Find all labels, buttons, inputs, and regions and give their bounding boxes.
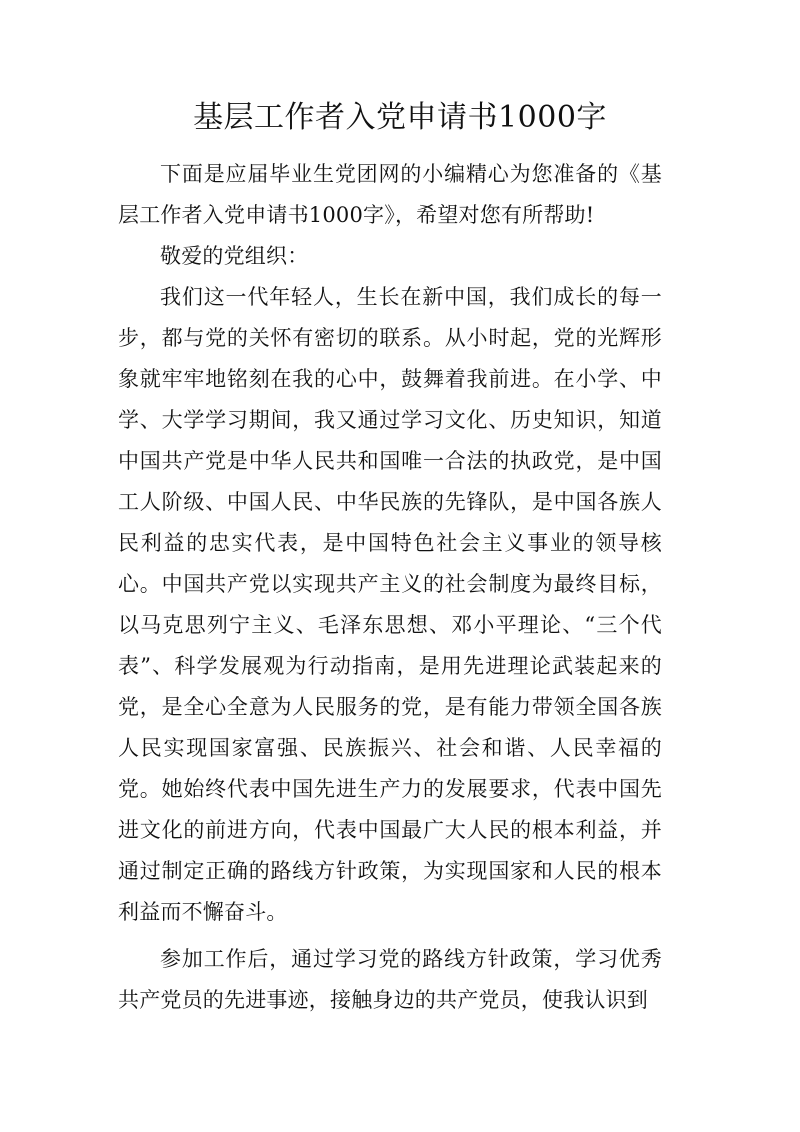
intro-paragraph: 下面是应届毕业生党团网的小编精心为您准备的《基层工作者入党申请书1000字》，希望对您有所帮助! — [118, 162, 662, 227]
work-paragraph: 参加工作后，通过学习党的路线方针政策，学习优秀共产党员的先进事迹，接触身边的共产党员，使我认识到 — [118, 947, 662, 1012]
main-paragraph: 我们这一代年轻人，生长在新中国，我们成长的每一步，都与党的关怀有密切的联系。从小时起，党的光辉形象就牢牢地铭刻在我的心中，鼓舞着我前进。在小学、中学、大学学习期间，我又通过学习文化、历史知识，知道中国共产党是中华人民共和国唯一合法的执政党，是中国工人阶级、中国人民、中华民族的先锋队，是中国各族人民利益的忠实代表，是中国特色社会主义事业的领导核心。中国共产党以实现共产主义的社会制度为最终目标，以马克思列宁主义、毛泽东思想、邓小平理论、“三个代表”、科学发展观为行动指南，是用先进理论武装起来的党，是全心全意为人民服务的党，是有能力带领全国各族人民实现国家富强、民族振兴、社会和谐、人民幸福的党。她始终代表中国先进生产力的发展要求，代表中国先进文化的前进方向，代表中国最广大人民的根本利益，并通过制定正确的路线方针政策，为实现国家和人民的根本利益而不懈奋斗。 — [118, 285, 662, 924]
salutation-paragraph: 敬爱的党组织： — [160, 244, 309, 268]
document-body — [118, 154, 662, 1021]
document-title: 基层工作者入党申请书1000字 — [193, 100, 607, 135]
